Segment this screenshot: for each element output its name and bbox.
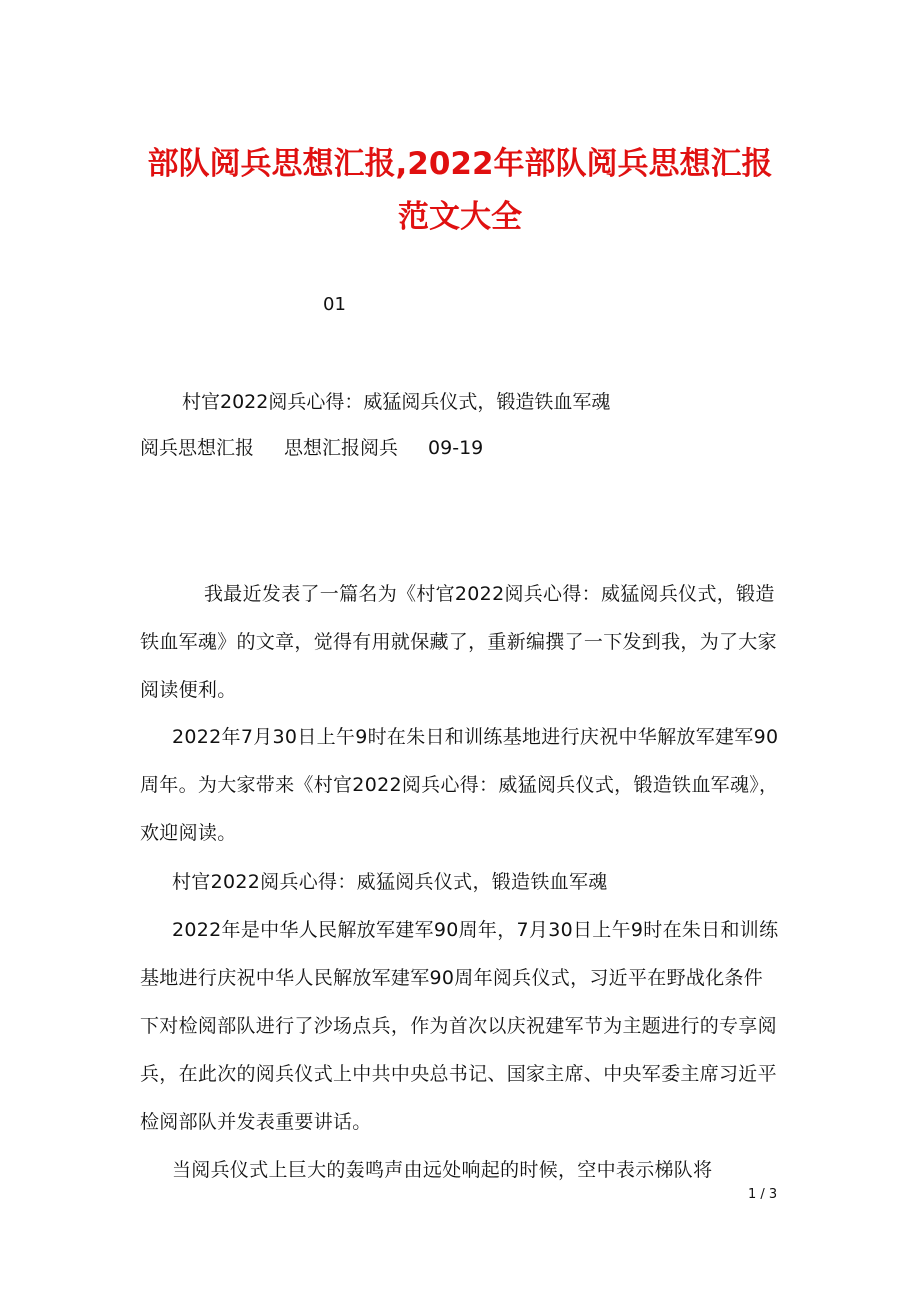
body-paragraph: 村官2022阅兵心得：威猛阅兵仪式，锻造铁血军魂 <box>172 871 608 893</box>
body-paragraph: 2022年是中华人民解放军建军90周年，7月30日上午9时在朱日和训练基地进行庆祝中华人民解放军建军90周年阅兵仪式，习近平在野战化条件下对检阅部队进行了沙场点兵，作为首次以庆祝建军节为主题进行的专享阅兵，在此次的阅兵仪式上中共中央总书记、国家主席、中央军委主席习近平检阅部队并发表重要讲话。 <box>140 919 779 1133</box>
body-paragraph: 2022年7月30日上午9时在朱日和训练基地进行庆祝中华解放军建军90周年。为大家带来《村官2022阅兵心得：威猛阅兵仪式，锻造铁血军魂》，欢迎阅读。 <box>140 726 779 844</box>
article-title-link[interactable]: 村官2022阅兵心得：威猛阅兵仪式，锻造铁血军魂 <box>182 391 611 413</box>
article-meta-line <box>140 378 780 426</box>
article-meta-tags <box>140 424 780 472</box>
page-number: 1 / 3 <box>748 1187 778 1202</box>
body-paragraph: 我最近发表了一篇名为《村官2022阅兵心得：威猛阅兵仪式，锻造铁血军魂》的文章，觉得有用就保藏了，重新编撰了一下发到我，为了大家阅读便利。 <box>140 583 777 701</box>
section-number: 01 <box>323 294 346 315</box>
body-paragraph: 当阅兵仪式上巨大的轰鸣声由远处响起的时候，空中表示梯队将 <box>172 1159 713 1181</box>
document-title: 部队阅兵思想汇报,2022年部队阅兵思想汇报范文大全 <box>147 146 773 235</box>
tag-yuebing-sixiang-huibao[interactable]: 阅兵思想汇报 <box>140 437 255 459</box>
article-date: 09-19 <box>428 437 484 459</box>
tag-sixiang-huibao-yuebing[interactable]: 思想汇报阅兵 <box>284 437 399 459</box>
